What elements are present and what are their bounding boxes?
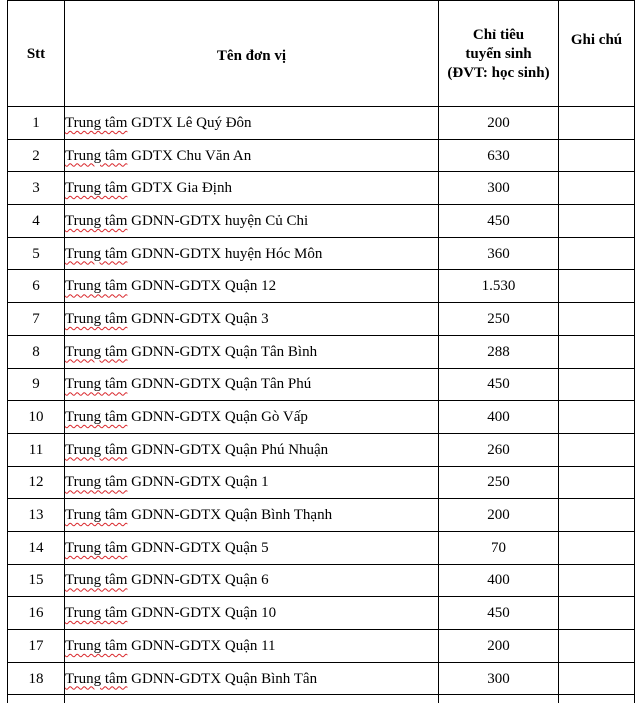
header-quota [439,1,559,107]
row-quota: 450 [439,597,559,630]
table-row [8,139,635,172]
row-stt: 11 [8,433,65,466]
table-row-partial [8,695,635,703]
table-row [8,531,635,564]
row-unit-rest: GDTX Chu Văn An [131,148,251,164]
row-note [559,270,635,303]
row-quota: 288 [439,335,559,368]
row-unit-rest: GDNN-GDTX Quận Tân Phú [131,376,311,392]
row-unit-prefix: Trung tâm [65,115,127,131]
row-unit-rest: GDTX Gia Định [131,180,232,196]
table-row [8,630,635,663]
row-note [559,172,635,205]
row-quota: 400 [439,564,559,597]
row-unit-rest: GDNN-GDTX Quận 12 [131,278,276,294]
row-stt: 4 [8,205,65,238]
row-unit-name [65,630,439,663]
row-quota: 450 [439,368,559,401]
row-unit-rest: GDNN-GDTX Quận Phú Nhuận [131,442,328,458]
row-unit-name [65,107,439,140]
table-row [8,107,635,140]
table-row [8,433,635,466]
row-unit-name [65,237,439,270]
row-stt: 12 [8,466,65,499]
row-unit-name [65,662,439,695]
row-unit-prefix: Trung tâm [65,474,127,490]
partial-cell [8,695,65,703]
row-note [559,139,635,172]
row-note [559,630,635,663]
row-unit-rest: GDNN-GDTX Quận 10 [131,605,276,621]
row-unit-rest: GDNN-GDTX Quận Bình Tân [131,671,317,687]
row-stt: 6 [8,270,65,303]
row-note [559,107,635,140]
row-quota: 200 [439,499,559,532]
row-note [559,466,635,499]
row-note [559,531,635,564]
header-quota-line2: tuyển sinh [439,45,558,64]
row-unit-rest: GDNN-GDTX huyện Củ Chi [131,213,308,229]
row-unit-prefix: Trung tâm [65,442,127,458]
row-unit-prefix: Trung tâm [65,213,127,229]
row-quota: 300 [439,172,559,205]
table-row [8,564,635,597]
row-stt: 5 [8,237,65,270]
row-unit-rest: GDTX Lê Quý Đôn [131,115,251,131]
row-unit-prefix: Trung tâm [65,246,127,262]
table-row [8,466,635,499]
row-note [559,564,635,597]
table-row [8,335,635,368]
row-unit-prefix: Trung tâm [65,409,127,425]
row-unit-prefix: Trung tâm [65,278,127,294]
row-stt: 7 [8,303,65,336]
table-row [8,597,635,630]
row-note [559,335,635,368]
row-unit-prefix: Trung tâm [65,572,127,588]
table-row [8,368,635,401]
row-quota: 630 [439,139,559,172]
row-unit-rest: GDNN-GDTX Quận Tân Bình [131,344,317,360]
row-unit-rest: GDNN-GDTX Quận 11 [131,638,275,654]
header-note: Ghi chú [559,1,635,107]
row-unit-name [65,401,439,434]
row-unit-name [65,433,439,466]
table-row [8,401,635,434]
row-stt: 14 [8,531,65,564]
table-row [8,172,635,205]
row-stt: 16 [8,597,65,630]
row-unit-prefix: Trung tâm [65,540,127,556]
row-unit-rest: GDNN-GDTX huyện Hóc Môn [131,246,322,262]
table-row [8,237,635,270]
row-quota: 300 [439,662,559,695]
table-body [8,107,635,703]
row-stt: 18 [8,662,65,695]
row-note [559,368,635,401]
row-unit-name [65,303,439,336]
enrollment-quota-table [7,0,635,703]
table-row [8,303,635,336]
row-quota: 200 [439,630,559,663]
row-unit-name [65,368,439,401]
row-unit-name [65,335,439,368]
table-header-row [8,1,635,107]
row-stt: 17 [8,630,65,663]
row-unit-name [65,531,439,564]
row-quota: 360 [439,237,559,270]
row-note [559,205,635,238]
row-stt: 1 [8,107,65,140]
row-quota: 250 [439,466,559,499]
row-note [559,303,635,336]
table-row [8,270,635,303]
row-unit-rest: GDNN-GDTX Quận 1 [131,474,268,490]
row-quota: 250 [439,303,559,336]
row-quota: 200 [439,107,559,140]
row-unit-prefix: Trung tâm [65,311,127,327]
partial-cell [559,695,635,703]
row-unit-prefix: Trung tâm [65,344,127,360]
row-quota: 400 [439,401,559,434]
row-quota: 450 [439,205,559,238]
row-unit-name [65,139,439,172]
row-quota: 70 [439,531,559,564]
row-unit-name [65,499,439,532]
row-unit-name [65,564,439,597]
row-unit-name [65,466,439,499]
header-quota-line3: (ĐVT: học sinh) [439,64,558,83]
row-stt: 10 [8,401,65,434]
row-unit-rest: GDNN-GDTX Quận 3 [131,311,268,327]
header-stt: Stt [8,1,65,107]
table-row [8,499,635,532]
table-row [8,205,635,238]
row-unit-rest: GDNN-GDTX Quận Gò Vấp [131,409,308,425]
row-unit-name [65,597,439,630]
row-unit-rest: GDNN-GDTX Quận Bình Thạnh [131,507,332,523]
table-row [8,662,635,695]
row-stt: 2 [8,139,65,172]
row-note [559,237,635,270]
row-unit-prefix: Trung tâm [65,605,127,621]
row-stt: 8 [8,335,65,368]
row-stt: 3 [8,172,65,205]
row-unit-prefix: Trung tâm [65,638,127,654]
row-unit-rest: GDNN-GDTX Quận 6 [131,572,268,588]
partial-cell [65,695,439,703]
row-note [559,662,635,695]
row-unit-name [65,205,439,238]
row-unit-rest: GDNN-GDTX Quận 5 [131,540,268,556]
header-quota-line1: Chỉ tiêu [439,26,558,45]
row-quota: 1.530 [439,270,559,303]
row-unit-prefix: Trung tâm [65,180,127,196]
row-note [559,401,635,434]
header-unit-name: Tên đơn vị [65,1,439,107]
row-stt: 15 [8,564,65,597]
row-unit-prefix: Trung tâm [65,671,127,687]
row-unit-name [65,270,439,303]
row-unit-prefix: Trung tâm [65,376,127,392]
row-stt: 9 [8,368,65,401]
row-quota: 260 [439,433,559,466]
row-note [559,433,635,466]
partial-cell [439,695,559,703]
row-unit-prefix: Trung tâm [65,507,127,523]
row-unit-name [65,172,439,205]
row-stt: 13 [8,499,65,532]
row-note [559,597,635,630]
row-unit-prefix: Trung tâm [65,148,127,164]
row-note [559,499,635,532]
